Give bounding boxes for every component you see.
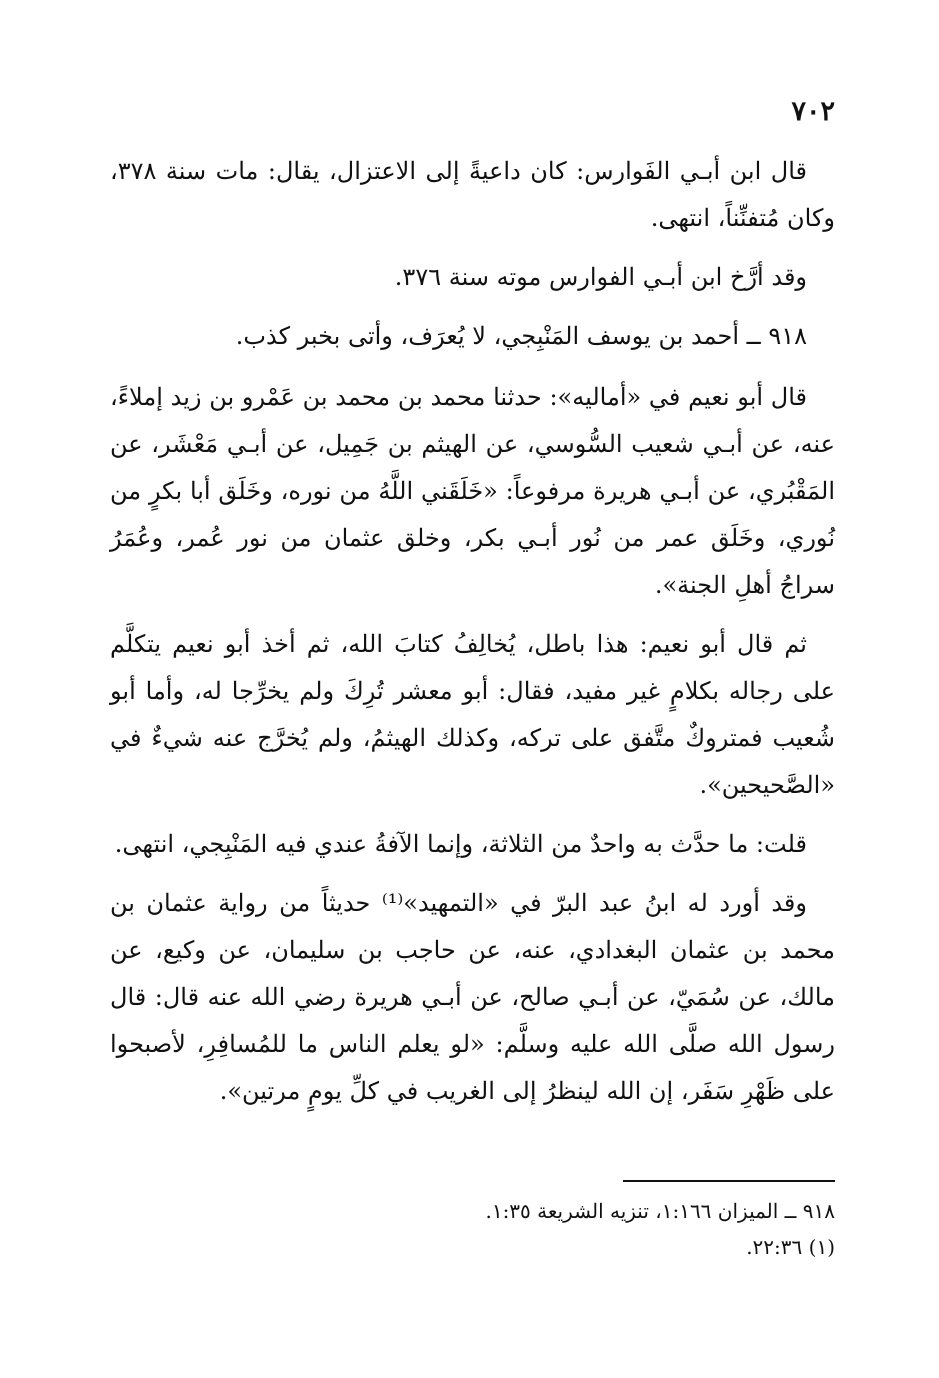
paragraph-tamhid-hadith: وقد أورد له ابنُ عبد البرّ في «التمهيد»⁽¹⁾ حديثاً من رواية عثمان بن محمد بن عثمان البغدادي، عنه، عن حاجب بن سليمان، عن وكيع، عن مالك، عن سُمَيّ، عن أبـي صالح، عن أبـي هريرة رضي الله عنه قال: قال رسول الله صلَّى الله عليه وسلَّم: «لو يعلم الناس ما للمُسافِرِ، لأصبحوا على ظَهْرِ سَفَر، إن الله لينظرُ إلى الغريب في كلِّ يومٍ مرتين». — [110, 889, 835, 1105]
footnote-918: ٩١٨ ــ الميزان ١:١٦٦، تنزيه الشريعة ١:٣٥. — [485, 1199, 835, 1223]
paragraph-death-date: وقد أرَّخ ابن أبـي الفوارس موته سنة ٣٧٦. — [394, 263, 807, 291]
footnote-separator — [623, 1180, 835, 1182]
footnote-1: (١) ٢٢:٣٦. — [746, 1235, 835, 1259]
paragraph-abu-nuaym-narration: قال أبو نعيم في «أماليه»: حدثنا محمد بن محمد بن عَمْرو بن زيد إملاءً، عنه، عن أبـي شعيب السُّوسي، عن الهيثم بن جَمِيل، عن أبـي مَعْشَر، عن المَقْبُري، عن أبـي هريرة مرفوعاً: «خَلَقَني اللَّهُ من نوره، وخَلَق أبا بكرٍ من نُوري، وخَلَق عمر من نُور أبـي بكر، وخلق عثمان من نور عُمر، وعُمَرُ سراجُ أهلِ الجنة». — [110, 383, 835, 599]
page-number: ٧٠٢ — [791, 96, 835, 127]
footnotes — [110, 1193, 835, 1265]
entry-heading-918: ٩١٨ ــ أحمد بن يوسف المَنْبِجي، لا يُعرَف، وأتى بخبر كذب. — [235, 322, 807, 350]
main-text — [110, 148, 835, 1127]
paragraph-abu-nuaym-comment: ثم قال أبو نعيم: هذا باطل، يُخالِفُ كتابَ الله، ثم أخذ أبو نعيم يتكلَّم على رجاله بكلامٍ غير مفيد، فقال: أبو معشر تُرِكَ ولم يخرِّجا له، وأما أبو شُعيب فمتروكٌ متَّفق على تركه، وكذلك الهيثمُ، ولم يُخرَّج عنه شيءٌ في «الصَّحيحين». — [110, 630, 835, 799]
paragraph-ibn-abi-al-fawaris: قال ابن أبـي الفَوارس: كان داعيةً إلى الاعتزال، يقال: مات سنة ٣٧٨، وكان مُتفنِّناً، انتهى. — [110, 157, 835, 232]
paragraph-author-opinion: قلت: ما حدَّث به واحدٌ من الثلاثة، وإنما الآفةُ عندي فيه المَنْبِجي، انتهى. — [114, 830, 807, 858]
